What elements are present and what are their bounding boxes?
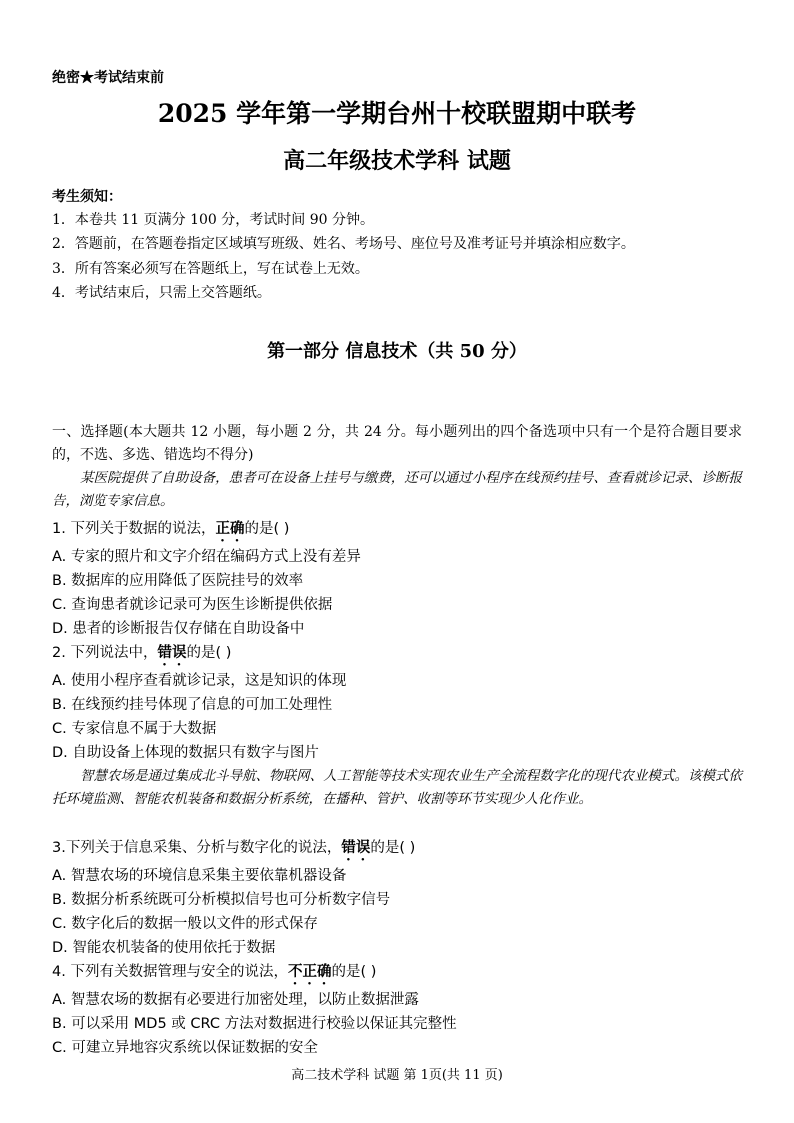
- scenario-smart-farm: 智慧农场是通过集成北斗导航、物联网、人工智能等技术实现农业生产全流程数字化的现代农业模式。该模式依托环境监测、智能农机装备和数据分析系统，在播种、管护、收割等环节实现少人化作业。: [52, 768, 742, 807]
- question-4-prefix: 4. 下列有关数据管理与安全的说法，: [52, 964, 288, 980]
- notice-item: 4．考试结束后，只需上交答题纸。: [52, 285, 271, 301]
- question-3-option-a: A. 智慧农场的环境信息采集主要依靠机器设备: [52, 868, 347, 884]
- question-1-suffix: 的是( ): [244, 521, 290, 537]
- question-1-option-d: D. 患者的诊断报告仅存储在自助设备中: [52, 621, 305, 637]
- notice-item: 3．所有答案必须写在答题纸上，写在试卷上无效。: [52, 261, 369, 277]
- question-3-suffix: 的是( ): [370, 840, 416, 856]
- question-3: [52, 836, 415, 864]
- question-2-suffix: 的是( ): [186, 645, 232, 661]
- question-4-option-c: C. 可建立异地容灾系统以保证数据的安全: [52, 1040, 318, 1056]
- question-3-keyword: 错误: [341, 840, 371, 856]
- question-1-prefix: 1. 下列关于数据的说法，: [52, 521, 216, 537]
- question-4-option-a: A. 智慧农场的数据有必要进行加密处理，以防止数据泄露: [52, 992, 419, 1008]
- page-footer: 高二技术学科 试题 第 1页(共 11 页): [291, 1068, 503, 1083]
- question-2-option-d: D. 自助设备上体现的数据只有数字与图片: [52, 745, 319, 761]
- question-1-option-a: A. 专家的照片和文字介绍在编码方式上没有差异: [52, 549, 361, 565]
- question-2-option-c: C. 专家信息不属于大数据: [52, 721, 217, 737]
- exam-subtitle: 高二年级技术学科 试题: [283, 148, 511, 174]
- question-4-option-b: B. 可以采用 MD5 或 CRC 方法对数据进行校验以保证其完整性: [52, 1016, 457, 1032]
- notice-heading: 考生须知：: [52, 189, 122, 205]
- question-4-suffix: 的是( ): [331, 964, 377, 980]
- question-1: [52, 517, 289, 545]
- question-1-option-c: C. 查询患者就诊记录可为医生诊断提供依据: [52, 597, 333, 613]
- notice-item: 2．答题前，在答题卷指定区域填写班级、姓名、考场号、座位号及准考证号并填涂相应数字。: [52, 236, 635, 252]
- question-1-keyword: 正确: [215, 521, 245, 537]
- question-4: [52, 960, 376, 988]
- part-title: 第一部分 信息技术（共 50 分）: [267, 341, 527, 362]
- confidential-label: 绝密★考试结束前: [52, 70, 164, 86]
- question-1-option-b: B. 数据库的应用降低了医院挂号的效率: [52, 573, 304, 589]
- scenario-hospital: 某医院提供了自助设备，患者可在设备上挂号与缴费，还可以通过小程序在线预约挂号、查看就诊记录、诊断报告，浏览专家信息。: [52, 470, 742, 509]
- section-intro: 一、选择题(本大题共 12 小题，每小题 2 分，共 24 分。每小题列出的四个备选项中只有一个是符合题目要求的，不选、多选、错选均不得分): [52, 424, 742, 463]
- question-3-option-c: C. 数字化后的数据一般以文件的形式保存: [52, 916, 318, 932]
- question-2-option-b: B. 在线预约挂号体现了信息的可加工处理性: [52, 697, 333, 713]
- question-2-keyword: 错误: [157, 645, 187, 661]
- question-3-option-b: B. 数据分析系统既可分析模拟信号也可分析数字信号: [52, 892, 391, 908]
- exam-title: 2025 学年第一学期台州十校联盟期中联考: [157, 99, 637, 128]
- question-2: [52, 641, 231, 669]
- question-4-keyword: 不正确: [287, 964, 332, 980]
- question-2-option-a: A. 使用小程序查看就诊记录，这是知识的体现: [52, 673, 347, 689]
- question-2-prefix: 2. 下列说法中，: [52, 645, 158, 661]
- question-3-option-d: D. 智能农机装备的使用依托于数据: [52, 940, 276, 956]
- notice-item: 1．本卷共 11 页满分 100 分，考试时间 90 分钟。: [52, 212, 374, 228]
- question-3-prefix: 3.下列关于信息采集、分析与数字化的说法，: [52, 840, 342, 856]
